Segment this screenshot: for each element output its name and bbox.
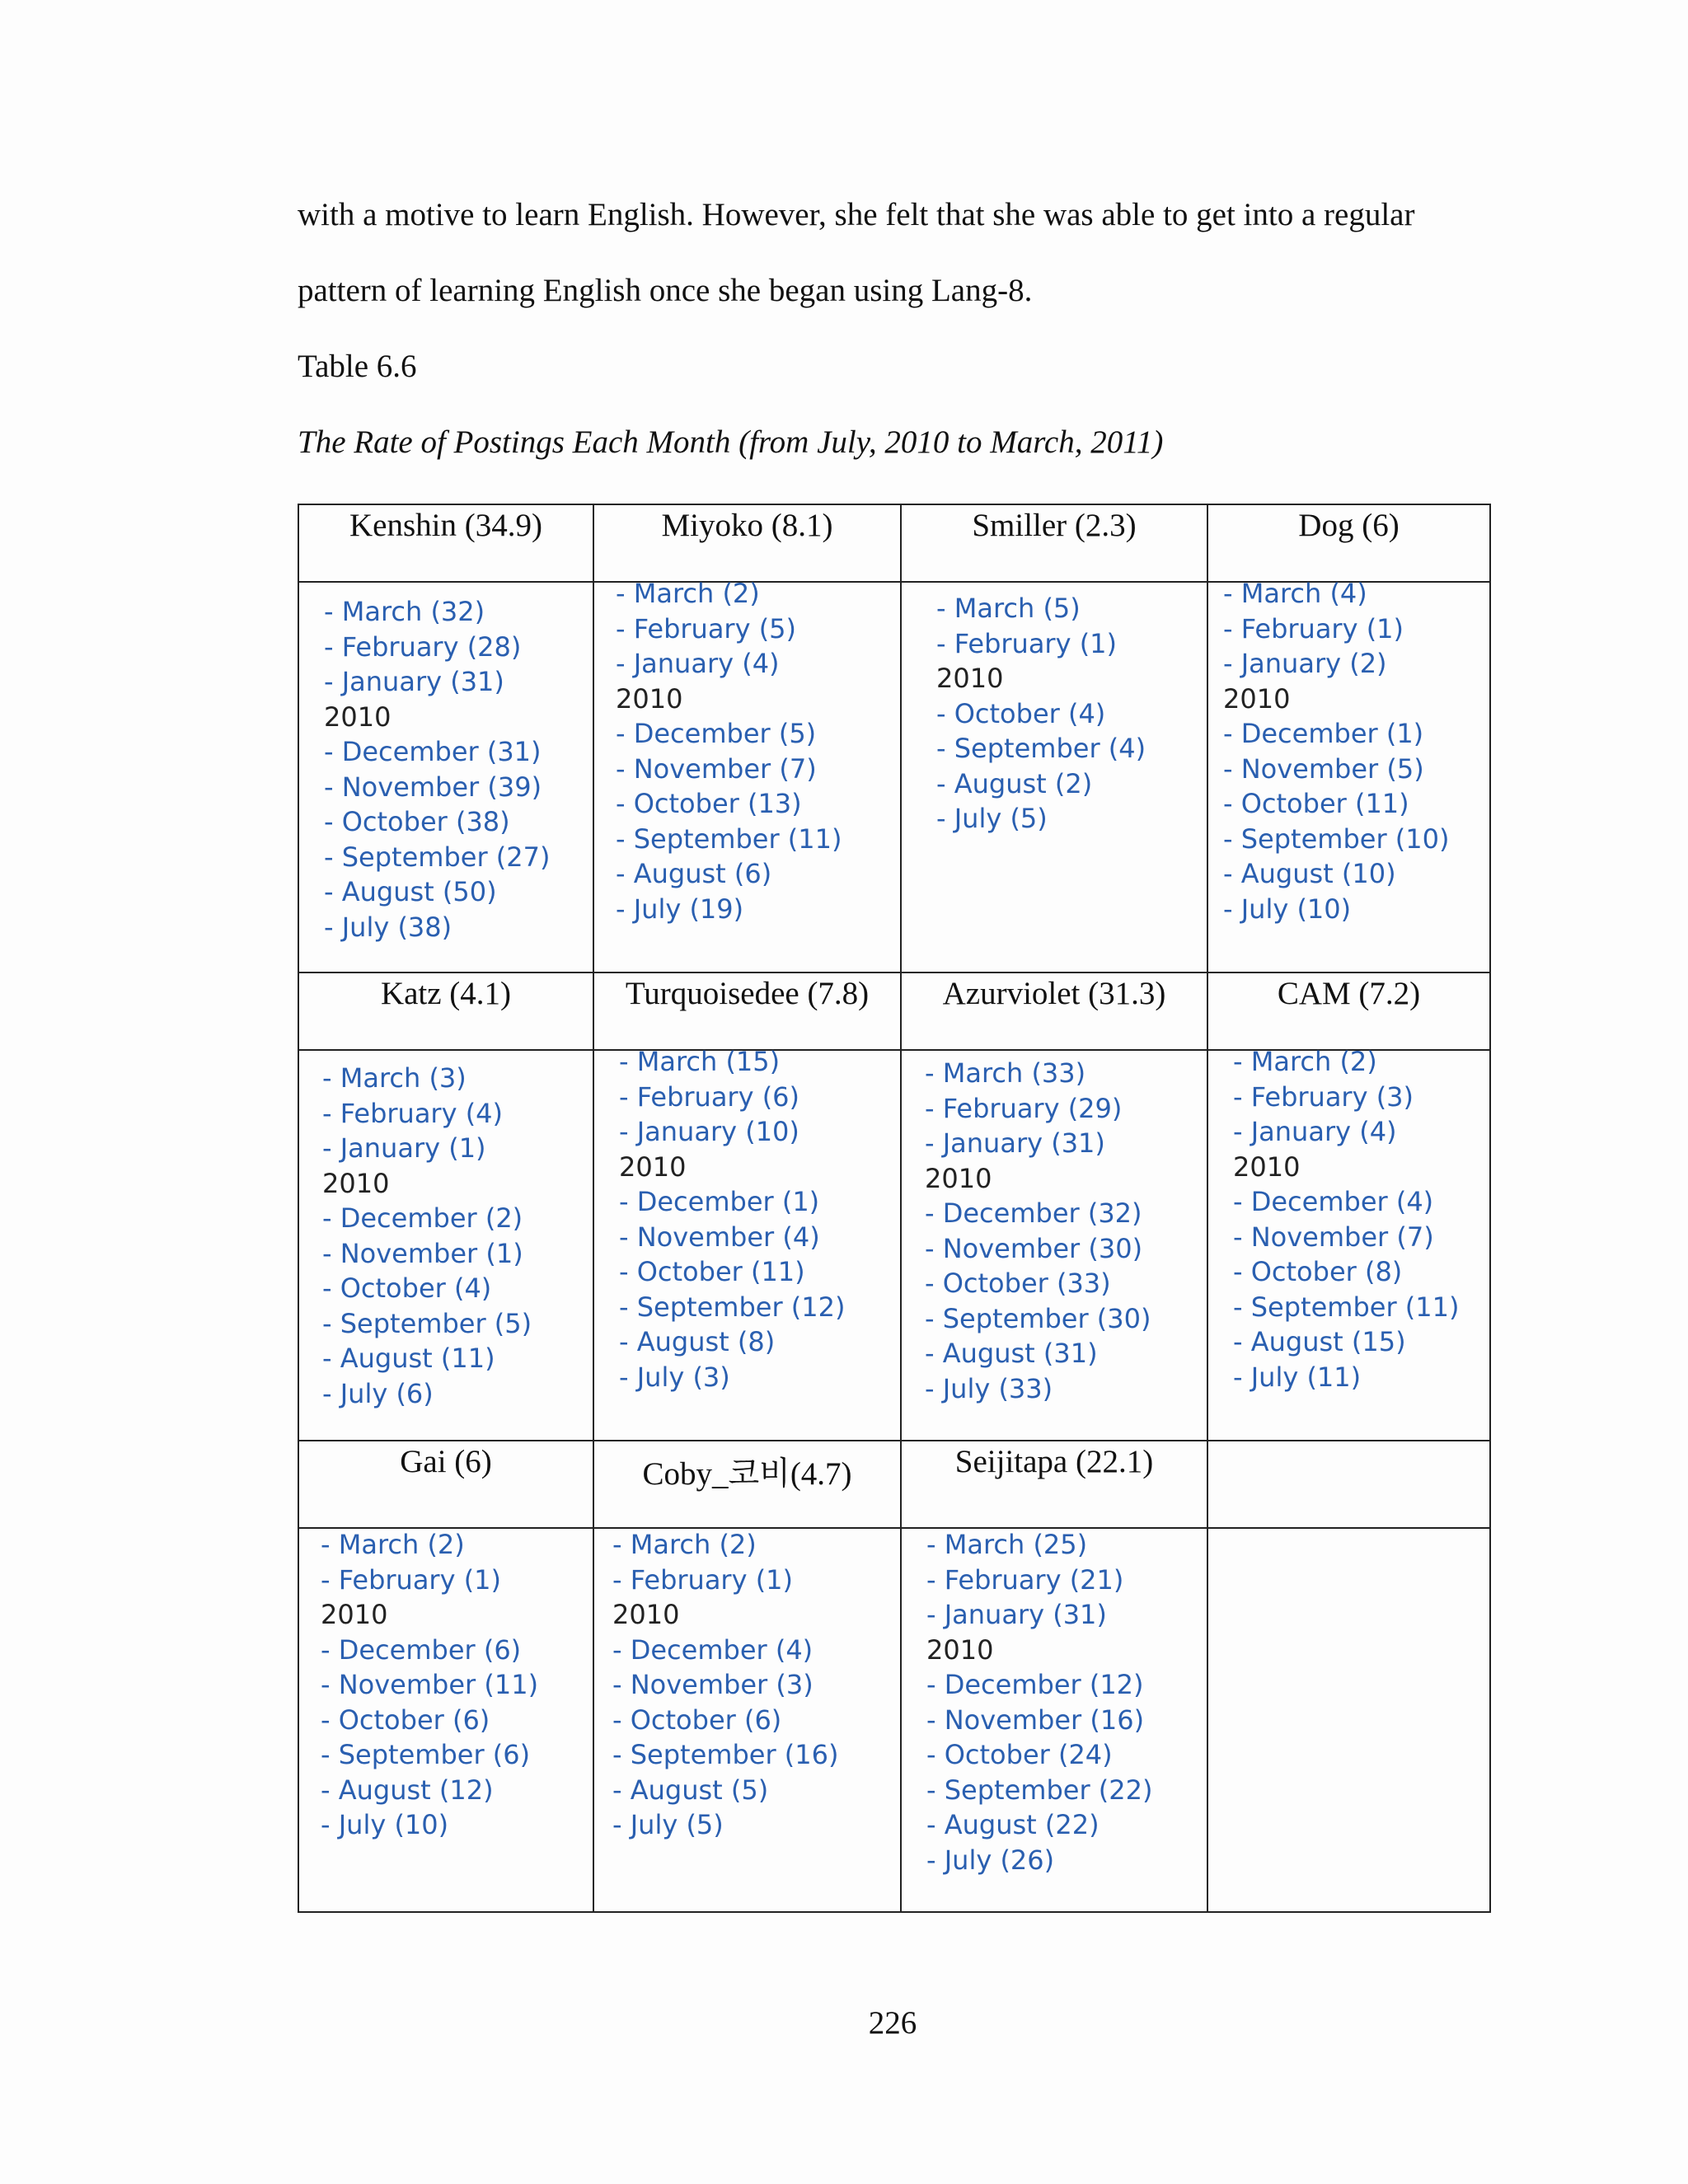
month-link[interactable]: - September (10) <box>1223 823 1450 855</box>
header-cell <box>298 972 593 1050</box>
month-link[interactable]: - December (5) <box>616 718 817 749</box>
year-label: 2010 <box>936 663 1004 694</box>
month-link[interactable]: - January (10) <box>619 1116 799 1147</box>
entries-list <box>612 1527 838 1843</box>
month-link[interactable]: - February (6) <box>619 1080 800 1113</box>
month-link[interactable]: - October (11) <box>619 1256 805 1287</box>
month-link[interactable]: - March (2) <box>612 1529 757 1560</box>
month-link[interactable]: - December (4) <box>612 1633 814 1666</box>
postings-table <box>298 504 1491 1913</box>
month-link[interactable]: - September (5) <box>322 1307 532 1339</box>
table-body-row <box>298 582 1490 972</box>
entries-list <box>616 576 842 926</box>
entries-cell <box>1207 578 1490 972</box>
month-link[interactable]: - July (10) <box>321 1809 449 1840</box>
month-link[interactable]: - November (11) <box>321 1669 539 1700</box>
table-header-row <box>298 504 1490 582</box>
user-name: Smiller (2.3) <box>972 508 1137 543</box>
user-name: Turquoisedee (7.8) <box>625 976 870 1011</box>
entries-list <box>619 1044 845 1394</box>
entries-list <box>936 591 1146 837</box>
month-link[interactable]: - August (2) <box>936 767 1093 799</box>
month-link[interactable]: - November (7) <box>1233 1221 1434 1253</box>
month-link[interactable]: - November (39) <box>324 771 542 803</box>
month-link[interactable]: - July (26) <box>926 1844 1055 1876</box>
entries-cell <box>901 1528 1207 1912</box>
user-name: Dog (6) <box>1298 508 1400 543</box>
user-name: Katz (4.1) <box>380 976 512 1011</box>
header-cell <box>1207 1441 1490 1528</box>
entries-cell <box>1207 1046 1490 1441</box>
month-link[interactable]: - September (16) <box>612 1739 839 1770</box>
entries-cell <box>901 582 1207 972</box>
month-link[interactable]: - March (2) <box>321 1529 465 1560</box>
month-link[interactable]: - November (3) <box>612 1669 814 1700</box>
month-link[interactable]: - August (8) <box>619 1326 776 1357</box>
year-label: 2010 <box>616 682 683 715</box>
month-link[interactable]: - July (11) <box>1233 1361 1362 1393</box>
entries-list <box>322 1061 532 1411</box>
header-cell <box>593 1441 901 1528</box>
header-cell <box>901 972 1207 1050</box>
entries-cell <box>298 1050 593 1441</box>
header-cell <box>1207 972 1490 1050</box>
month-link[interactable]: - March (25) <box>926 1529 1088 1560</box>
month-link[interactable]: - September (22) <box>926 1774 1153 1806</box>
user-name: Gai (6) <box>400 1444 492 1479</box>
month-link[interactable]: - March (5) <box>936 593 1081 624</box>
month-link[interactable]: - July (38) <box>324 911 452 943</box>
month-link[interactable]: - September (11) <box>1233 1291 1460 1323</box>
year-label: 2010 <box>925 1162 992 1194</box>
entries-list <box>321 1527 538 1843</box>
month-link[interactable]: - March (3) <box>322 1062 467 1094</box>
entries-list <box>1233 1044 1459 1394</box>
header-cell <box>593 972 901 1050</box>
month-link[interactable]: - November (30) <box>925 1232 1143 1264</box>
month-link[interactable]: - December (12) <box>926 1669 1144 1700</box>
month-link[interactable]: - January (31) <box>324 666 504 697</box>
month-link[interactable]: - October (4) <box>936 697 1106 729</box>
month-link[interactable]: - October (24) <box>926 1739 1113 1770</box>
month-link[interactable]: - October (13) <box>616 788 802 819</box>
month-link[interactable]: - August (15) <box>1233 1326 1406 1357</box>
header-cell <box>593 504 901 582</box>
month-link[interactable]: - October (11) <box>1223 788 1409 819</box>
month-link[interactable]: - January (4) <box>616 648 780 679</box>
month-link[interactable]: - March (4) <box>1223 578 1367 609</box>
entries-list <box>925 1056 1151 1406</box>
month-link[interactable]: - December (32) <box>925 1197 1142 1229</box>
month-link[interactable]: - October (33) <box>925 1268 1111 1299</box>
month-link[interactable]: - August (11) <box>322 1343 495 1374</box>
month-link[interactable]: - February (5) <box>616 612 797 644</box>
month-link[interactable]: - October (4) <box>322 1272 492 1304</box>
month-link[interactable]: - December (1) <box>1223 718 1424 749</box>
entries-cell <box>298 1528 593 1912</box>
year-label: 2010 <box>322 1167 390 1199</box>
entries-cell <box>1207 1528 1490 1912</box>
table-header-row <box>298 972 1490 1050</box>
month-link[interactable]: - September (12) <box>619 1291 846 1323</box>
month-link[interactable]: - December (31) <box>324 736 542 767</box>
year-label: 2010 <box>1233 1151 1301 1183</box>
entries-list <box>926 1527 1152 1877</box>
table-caption: The Rate of Postings Each Month (from July, 2010 to March, 2011) <box>298 424 1164 460</box>
month-link[interactable]: - November (5) <box>1223 752 1424 785</box>
user-name: Azurviolet (31.3) <box>942 976 1166 1011</box>
user-name: CAM (7.2) <box>1277 976 1421 1011</box>
month-link[interactable]: - February (28) <box>324 630 522 663</box>
year-label: 2010 <box>926 1633 994 1666</box>
month-link[interactable]: - February (21) <box>926 1563 1124 1596</box>
paragraph-line-1: with a motive to learn English. However, she felt that she was able to get into a regular <box>298 197 1415 232</box>
paragraph-line-2: pattern of learning English once she began using Lang-8. <box>298 273 1033 308</box>
month-link[interactable]: - July (5) <box>936 803 1048 834</box>
header-cell <box>1207 504 1490 582</box>
month-link[interactable]: - July (19) <box>616 893 744 925</box>
month-link[interactable]: - December (1) <box>619 1186 820 1217</box>
month-link[interactable]: - August (10) <box>1223 858 1396 889</box>
month-link[interactable]: - November (7) <box>616 752 817 785</box>
user-name <box>1208 1441 1489 1443</box>
month-link[interactable]: - January (2) <box>1223 648 1387 679</box>
month-link[interactable]: - August (31) <box>925 1338 1098 1369</box>
month-link[interactable]: - August (6) <box>616 858 772 889</box>
table-body-row <box>298 1050 1490 1441</box>
month-link[interactable]: - October (6) <box>321 1704 490 1736</box>
month-link[interactable]: - September (27) <box>324 841 551 873</box>
month-link[interactable]: - July (10) <box>1223 893 1352 925</box>
entries-list <box>324 594 550 944</box>
month-link[interactable]: - February (1) <box>1223 612 1404 644</box>
entries-cell <box>298 582 593 972</box>
month-link[interactable]: - February (29) <box>925 1092 1123 1124</box>
year-label: 2010 <box>1223 682 1291 715</box>
month-link[interactable]: - July (3) <box>619 1361 730 1393</box>
month-link[interactable]: - September (6) <box>321 1739 531 1770</box>
month-link[interactable]: - September (30) <box>925 1302 1151 1334</box>
month-link[interactable]: - January (1) <box>322 1132 486 1164</box>
month-link[interactable]: - August (22) <box>926 1809 1100 1840</box>
year-label: 2010 <box>619 1151 687 1183</box>
month-link[interactable]: - July (33) <box>925 1372 1053 1404</box>
entries-cell <box>901 1050 1207 1441</box>
month-link[interactable]: - October (38) <box>324 806 510 837</box>
month-link[interactable]: - March (15) <box>619 1046 781 1077</box>
entries-cell <box>593 1528 901 1912</box>
entries-cell <box>593 578 901 972</box>
year-label: 2010 <box>612 1599 680 1630</box>
month-link[interactable]: - November (1) <box>322 1237 523 1269</box>
month-link[interactable]: - July (6) <box>322 1377 434 1409</box>
entries-list <box>1223 576 1449 926</box>
month-link[interactable]: - January (4) <box>1233 1116 1397 1147</box>
header-cell <box>298 1441 593 1528</box>
page-number: 226 <box>868 2005 917 2041</box>
month-link[interactable]: - February (1) <box>612 1563 794 1596</box>
user-name: Seijitapa (22.1) <box>954 1444 1154 1479</box>
month-link[interactable]: - October (8) <box>1233 1256 1403 1287</box>
month-link[interactable]: - July (5) <box>612 1809 724 1840</box>
entries-cell <box>593 1046 901 1441</box>
month-link[interactable]: - August (12) <box>321 1774 494 1806</box>
header-cell <box>901 504 1207 582</box>
month-link[interactable]: - September (11) <box>616 823 842 855</box>
month-link[interactable]: - November (16) <box>926 1704 1145 1736</box>
user-name: Kenshin (34.9) <box>349 508 542 543</box>
month-link[interactable]: - December (6) <box>321 1633 522 1666</box>
table-header-row <box>298 1441 1490 1528</box>
year-label: 2010 <box>324 701 392 733</box>
month-link[interactable]: - October (6) <box>612 1704 782 1736</box>
month-link[interactable]: - February (3) <box>1233 1080 1414 1113</box>
month-link[interactable]: - February (4) <box>322 1097 504 1129</box>
user-name: Coby_코비(4.7) <box>642 1456 852 1492</box>
header-cell <box>901 1441 1207 1528</box>
month-link[interactable]: - December (4) <box>1233 1186 1434 1217</box>
month-link[interactable]: - December (2) <box>322 1202 523 1234</box>
year-label: 2010 <box>321 1599 388 1630</box>
table-body-row <box>298 1528 1490 1912</box>
month-link[interactable]: - March (2) <box>1233 1046 1377 1077</box>
month-link[interactable]: - March (32) <box>324 596 485 627</box>
month-link[interactable]: - January (31) <box>925 1127 1105 1159</box>
user-name: Miyoko (8.1) <box>661 508 833 543</box>
month-link[interactable]: - January (31) <box>926 1599 1107 1630</box>
month-link[interactable]: - March (33) <box>925 1057 1086 1089</box>
table-label: Table 6.6 <box>298 349 417 384</box>
month-link[interactable]: - August (5) <box>612 1774 769 1806</box>
month-link[interactable]: - February (1) <box>936 627 1118 659</box>
month-link[interactable]: - September (4) <box>936 733 1146 764</box>
header-cell <box>298 504 593 582</box>
month-link[interactable]: - August (50) <box>324 876 497 907</box>
month-link[interactable]: - February (1) <box>321 1563 502 1596</box>
month-link[interactable]: - November (4) <box>619 1221 820 1253</box>
month-link[interactable]: - March (2) <box>616 578 760 609</box>
